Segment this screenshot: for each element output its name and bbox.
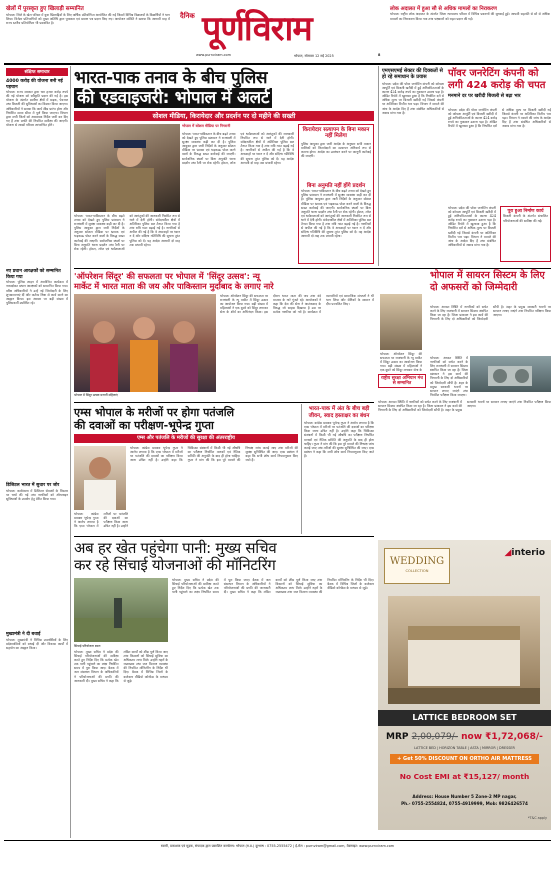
women-celebration-image	[74, 294, 216, 392]
brief-4-headline: मुख्यमंत्री ने दी बधाई	[6, 631, 41, 637]
masthead	[176, 10, 386, 60]
msme-body: भोपाल। प्रदेश की पॉवर जनरेटिंग कंपनी को कोयला आपूर्ति एवं बिजली खरीदी में हुई अनियमितताओं के कारण 424 करोड़ रुपये का नुकसान उठाना पड़ा है। ऑडिट रिपोर्ट में खुलासा हुआ है कि निर्धारित दरों से अधिक मूल्य पर बिजली खरीदी गई जिससे कंपनी पर अतिरिक्त वित्तीय भार पड़ा। विभाग ने मामले की जांच के आदेश दिए हैं तथा संबंधित अधिकारियों से जवाब मांगा गया है।	[382, 82, 444, 115]
police-officer-image	[74, 124, 180, 212]
top-right-headline: लोक अदालत में हुआ सौ से अधिक मामलों का निराकरण	[390, 6, 497, 12]
story3	[74, 406, 298, 432]
ad-address: Address: House Number 5 Zone-2 MP nagar,	[412, 794, 517, 799]
story2-top-rule	[74, 268, 551, 269]
bed-image	[388, 596, 540, 704]
story3-side	[304, 406, 374, 521]
story3-headline-1: एम्स भोपाल के मरीजों पर होगा पतंजलि	[74, 406, 235, 419]
story4-top-rule	[74, 536, 374, 537]
masthead-website[interactable]: www.purnviram.com	[196, 53, 231, 57]
story2-box	[378, 374, 426, 388]
top-divider	[4, 63, 551, 65]
story2-headline-1: 'ऑपरेशन सिंदूर' की सफलता पर भोपाल में 'सिंदूर उत्सव': न्यू	[74, 271, 260, 281]
lead-box2-title: बिना अनुमति नहीं होंगे प्रदर्शन	[306, 182, 366, 189]
brief-3-body: भोपाल। कार्यशाला में डिजिटल सेवाओं के विस्तार पर चर्चा की गई तथा नागरिकों को ऑनलाइन सुविधाओं के उपयोग हेतु प्रेरित किया गया।	[6, 488, 68, 502]
story3-side-headline: भारत-पाक में अंत के बीच बड़ी जीवन, स्वाद हस्ताक्षर का बंधन	[308, 406, 370, 419]
siren-body-lower: भोपाल। आपात स्थिति में नागरिकों को सचेत करने के लिए राजधानी में सायरन सिस्टम स्थापित किया जा रहा है। जिला प्रशासन ने इस कार्य की निगरानी के लिए दो अधिकारियों को जिम्मेदारी सौंपी है। शहर के प्रमुख सरकारी भवनों पर सायरन लगाए जाएंगे तथा नियमित परीक्षण किया जाएगा।	[378, 400, 551, 413]
lead-headline-1: भारत-पाक तनाव के बीच पुलिस	[74, 68, 268, 88]
page-number: 8	[378, 53, 381, 57]
power-box-body: बिजली कंपनी के अंतर्गत संचालित परियोजनाओं की समीक्षा की गई।	[503, 214, 548, 223]
lead-side	[182, 124, 240, 129]
power-subhead: मनमाने दर पर खरीदी बिजली से बढ़ा भार	[448, 94, 521, 99]
wedding-label: WEDDING	[389, 556, 445, 567]
story2-side-photo	[380, 294, 422, 350]
story3-headline-2: की दवाओं का परीक्षण-भूपेन्द्र गुप्ता	[74, 419, 214, 432]
lead-box-body: पुलिस आयुक्त द्वारा जारी आदेश के अनुसार सभी मकान मालिकों को किरायेदारों का सत्यापन अनिवार्य रूप से कराना होगा। आदेश का उल्लंघन करने पर कानूनी कार्रवाई की जाएगी।	[301, 141, 371, 159]
siren-body-cont: भोपाल। आपात स्थिति में नागरिकों को सचेत करने के लिए राजधानी में सायरन सिस्टम स्थापित किया जा रहा है। जिला प्रशासन ने इस कार्य की निगरानी के लिए दो अधिकारियों को जिम्मेदारी सौंपी है। शहर के प्रमुख सरकारी भवनों पर सायरन लगाए जाएंगे तथा नियमित परीक्षण किया जाएगा।	[430, 356, 468, 397]
footer-rule	[4, 840, 551, 841]
msme-story	[382, 68, 444, 232]
story2-box-title: राष्ट्रीय सुरक्षा अभियान मंच से सम्मानित	[381, 376, 423, 387]
brief-2-headline: नए प्रधान आरक्षकों को सम्मानित किया गया	[6, 269, 61, 280]
ad-phone[interactable]: Ph.- 0755-2554824, 0755-4919999, Mob: 9826426574	[401, 801, 528, 806]
lead-story	[74, 68, 374, 108]
top-right-story	[390, 6, 550, 50]
left-column	[6, 68, 68, 838]
top-right-body: भोपाल। राष्ट्रीय लोक अदालत के अंतर्गत जिला न्यायालय परिसर में विभिन्न प्रकरणों की सुनवाई हुई। आपसी सहमति से सौ से अधिक मामलों का निराकरण किया गया तथा पक्षकारों को राहत प्रदान की गई।	[390, 12, 550, 21]
briefs-header: संक्षिप्त समाचार	[6, 68, 68, 76]
interio-logo: ◢interio	[504, 548, 545, 558]
top-left-body: भोपाल। जिले के खेल परिसर में युवा खिलाड़ियों के लिए वार्षिक प्रतियोगिता आयोजित की गई जिसमें विभिन्न विद्यालयों के विद्यार्थियों ने भाग लिया। विजेता प्रतिभागियों को मुख्य अतिथि द्वारा पुरस्कार एवं प्रमाण पत्र प्रदान किए गए। आयोजन समिति ने बताया कि आगामी माह में राज्य स्तरीय प्रतियोगिता भी प्रस्तावित है।	[6, 13, 170, 26]
bhupendra-gupta-image	[74, 446, 126, 510]
story4-body-cont: भोपाल। मुख्य सचिव ने प्रदेश की सिंचाई परियोजनाओं की समीक्षा करते हुए निर्देश दिए कि प्रत्येक खेत तक पानी पहुंचाने का लक्ष्य निर्धारित समय में पूरा किया जाए। बैठक में जल संसाधन विभाग के अधिकारियों ने परियोजनाओं की प्रगति की जानकारी दी। मुख्य सचिव ने कहा कि लंबित कार्यों को शीघ्र पूर्ण किया जाए तथा किसानों को सिंचाई सुविधा का अधिकतम लाभ मिले। उन्होंने नहरों के रखरखाव तथा जल वितरण व्यवस्था की नियमित मॉनिटरिंग के निर्देश भी दिए। बैठक में विभिन्न जिलों के कलेक्टर वीडियो कॉन्फ्रेंस के माध्यम से जुड़े।	[74, 650, 168, 683]
story4	[74, 540, 374, 574]
bedroom-image	[388, 596, 540, 704]
story4-photo	[74, 578, 168, 642]
story2-body: भोपाल। ऑपरेशन सिंदूर की सफलता पर राजधानी के न्यू मार्केट में सिंदूर उत्सव का आयोजन किया गया। बड़ी संख्या में महिलाओं ने एक दूसरे को सिंदूर लगाकर सेना के शौर्य का अभिनंदन किया। इस दौरान भारत माता की जय तथा वंदे मातरम के नारे गूंजते रहे। आयोजकों ने कहा कि देश की सेना ने आतंकवाद के विरुद्ध जो साहस दिखाया है उस पर प्रत्येक नागरिक को गर्व है। कार्यक्रम में व्यापारियों एवं सामाजिक संगठनों ने भी भाग लिया और सैनिकों के सम्मान में दीप प्रज्वलित किए।	[220, 294, 374, 315]
masthead-title: पूर्णविराम	[202, 9, 312, 49]
siren-story	[430, 270, 551, 298]
lead-box2-body: भोपाल। भारत-पाकिस्तान के बीच बढ़ते तनाव को देखते हुए पुलिस प्रशासन ने राजधानी में सुरक्षा व्यवस्था कड़ी कर दी है। पुलिस आयुक्त द्वारा जारी निर्देशों के अनुसार सोशल मीडिया पर भ्रामक एवं भड़काऊ पोस्ट करने वालों के विरुद्ध सख्त कार्रवाई की जाएगी। सार्वजनिक स्थलों पर बिना अनुमति धरना प्रदर्शन तथा रैली पर रोक रहेगी। होटल, लॉज एवं धर्मशालाओं को आगंतुकों की जानकारी नियमित रूप से थाने में देनी होगी। संवेदनशील क्षेत्रों में अतिरिक्त पुलिस बल तैनात किया गया है तथा रात्रि गश्त बढ़ाई गई है। नागरिकों से अपील की गई है कि वे अफवाहों पर ध्यान न दें और संदिग्ध गतिविधि की सूचना तुरंत पुलिस को दें। यह आदेश आगामी दो माह तक प्रभावी रहेगा।	[301, 189, 371, 239]
story4-headline-2: कर रहे सिंचाई योजनाओं की मॉनिटरिंग	[74, 556, 276, 574]
story3-top-rule	[74, 402, 374, 403]
story2-caption: भोपाल में सिंदूर उत्सव मनातीं महिलाएं	[74, 393, 118, 397]
story3-side-body: भोपाल। कांग्रेस प्रवक्ता भूपेन्द्र गुप्ता ने आरोप लगाया है कि एम्स भोपाल में मरीजों पर पतंजलि की दवाओं का परीक्षण किया जाना उचित नहीं है। उन्होंने कहा कि चिकित्सा संस्थानों में किसी भी नई औषधि का परीक्षण निर्धारित मानकों एवं नैतिक समिति की अनुमति के बाद ही होना चाहिए। गुप्ता ने मांग की कि इस पूरे मामले की निष्पक्ष जांच कराई जाए तथा मरीजों की सुरक्षा सुनिश्चित की जाए। एम्स प्रबंधन ने कहा कि सभी शोध कार्य नियमानुसार किए जाते हैं।	[304, 421, 374, 458]
story2-photo	[74, 294, 216, 392]
masthead-label: दैनिक	[180, 12, 195, 20]
siren-headline: भोपाल में सायरन सिस्टम के लिए दो अफसरों को जिम्मेदारी	[430, 270, 545, 293]
story2	[74, 271, 374, 291]
irrigation-image	[74, 578, 168, 642]
top-left-headline: खेलों में पुरस्कृत हुए खिलाड़ी सम्मानित	[6, 6, 84, 12]
story4-caption: सिंचाई परियोजना स्थल	[74, 644, 101, 648]
left-column-rule	[70, 66, 71, 838]
story3-subhead: एम्स और पतंजलि के मरीजों की सुरक्षा की अंतरराष्ट्रीय	[137, 435, 235, 441]
story3-body: भोपाल। कांग्रेस प्रवक्ता भूपेन्द्र गुप्ता ने आरोप लगाया है कि एम्स भोपाल में मरीजों पर पतंजलि की दवाओं का परीक्षण किया जाना उचित नहीं है। उन्होंने कहा कि चिकित्सा संस्थानों में किसी भी नई औषधि का परीक्षण निर्धारित मानकों एवं नैतिक समिति की अनुमति के बाद ही होना चाहिए। गुप्ता ने मांग की कि इस पूरे मामले की निष्पक्ष जांच कराई जाए तथा मरीजों की सुरक्षा सुनिश्चित की जाए। एम्स प्रबंधन ने कहा कि सभी शोध कार्य नियमानुसार किए जाते हैं।	[130, 446, 298, 463]
wedding-badge	[384, 548, 450, 584]
story3-body-cont: भोपाल। कांग्रेस प्रवक्ता भूपेन्द्र गुप्ता ने आरोप लगाया है कि एम्स भोपाल में मरीजों पर पतंजलि की दवाओं का परीक्षण किया जाना उचित नहीं है। उन्होंने	[74, 512, 128, 529]
story3-subhead-bar	[74, 434, 298, 443]
power-box	[500, 206, 551, 262]
ad-offer: + Get 50% DISCOUNT ON ORTHO AIR MATTRESS	[390, 754, 539, 764]
story4-body: भोपाल। मुख्य सचिव ने प्रदेश की सिंचाई परियोजनाओं की समीक्षा करते हुए निर्देश दिए कि प्रत्येक खेत तक पानी पहुंचाने का लक्ष्य निर्धारित समय में पूरा किया जाए। बैठक में जल संसाधन विभाग के अधिकारियों ने परियोजनाओं की प्रगति की जानकारी दी। मुख्य सचिव ने कहा कि लंबित कार्यों को शीघ्र पूर्ण किया जाए तथा किसानों को सिंचाई सुविधा का अधिकतम लाभ मिले। उन्होंने नहरों के रखरखाव तथा जल वितरण व्यवस्था की नियमित मॉनिटरिंग के निर्देश भी दिए। बैठक में विभिन्न जिलों के कलेक्टर वीडियो कॉन्फ्रेंस के माध्यम से जुड़े।	[172, 578, 374, 595]
masthead-dateline: भोपाल, सोमवार 12 मई 2025	[294, 54, 334, 58]
interio-mark-icon: ◢	[504, 548, 512, 558]
brief-3-headline: डिजिटल भारत में सुधार पर जोर	[6, 483, 60, 489]
story2-headline-2: मार्केट में भारत माता की जय और पाकिस्तान मुर्दाबाद के लगाए नारे	[74, 281, 274, 291]
story2-side-body: भोपाल। ऑपरेशन सिंदूर की सफलता पर राजधानी के न्यू मार्केट में सिंदूर उत्सव का आयोजन किया गया। बड़ी संख्या में महिलाओं ने एक दूसरे को सिंदूर लगाकर सेना के	[380, 352, 422, 372]
ad-includes: LATTICE BED | HORIZON TABLE | ASTA | MIRROR | DRESSER	[414, 746, 515, 750]
lead-side-headline: भोपाल में सोशल मीडिया पर निगरानी	[182, 124, 231, 128]
siren-body: भोपाल। आपात स्थिति में नागरिकों को सचेत करने के लिए राजधानी में सायरन सिस्टम स्थापित किया जा रहा है। जिला प्रशासन ने इस कार्य की निगरानी के लिए दो अधिकारियों को जिम्मेदारी सौंपी है। शहर के प्रमुख सरकारी भवनों पर सायरन लगाए जाएंगे तथा नियमित परीक्षण किया जाएगा।	[430, 305, 551, 322]
ad-price-line: MRP 2,00,079/- now ₹1,72,068/-	[386, 732, 543, 742]
lead-box-title: किरायेदार सत्यापन के बिना मकान नहीं मिलेगा	[302, 127, 370, 140]
siren-image	[470, 356, 551, 392]
story3-photo	[74, 446, 126, 510]
lead-body-cont: भोपाल। भारत-पाकिस्तान के बीच बढ़ते तनाव को देखते हुए पुलिस प्रशासन ने राजधानी में सुरक्षा व्यवस्था कड़ी कर दी है। पुलिस आयुक्त द्वारा जारी निर्देशों के अनुसार सोशल मीडिया पर भ्रामक एवं भड़काऊ पोस्ट करने वालों के विरुद्ध सख्त कार्रवाई की जाएगी। सार्वजनिक स्थलों पर बिना अनुमति धरना प्रदर्शन तथा रैली पर रोक रहेगी। होटल, लॉज एवं धर्मशालाओं को आगंतुकों की जानकारी नियमित रूप से थाने में देनी होगी। संवेदनशील क्षेत्रों में अतिरिक्त पुलिस बल तैनात किया गया है तथा रात्रि गश्त बढ़ाई गई है। नागरिकों से अपील की गई है कि वे अफवाहों पर ध्यान न दें और संदिग्ध गतिविधि की सूचना तुरंत पुलिस को दें। यह आदेश आगामी दो माह तक प्रभावी रहेगा।	[74, 214, 180, 251]
brief-1-headline: 4000 करोड़ की योजना बनी नई पहचान	[6, 79, 63, 90]
power-box-title: पूरा हुआ निर्माण कार्य	[507, 209, 544, 214]
power-headline: पॉवर जनरेटिंग कंपनी को लगी 424 करोड़ की चपत	[448, 68, 546, 91]
wedding-sub-label: COLLECTION	[405, 569, 429, 573]
lead-headline-2: की एडवाइजरी: भोपाल में अलर्ट	[74, 88, 272, 108]
lead-subhead: सोशल मीडिया, किरायेदार और प्रदर्शन पर दो महीने की सख्ती	[152, 112, 296, 120]
story4-headline-1: अब हर खेत पहुंचेगा पानी: मुख्य सचिव	[74, 539, 277, 557]
siren-photo	[470, 356, 551, 392]
top-left-story	[6, 6, 170, 47]
ad-emi: No Cost EMI at ₹15,127/ month	[399, 772, 530, 781]
power-body: भोपाल। प्रदेश की पॉवर जनरेटिंग कंपनी को कोयला आपूर्ति एवं बिजली खरीदी में हुई अनियमितताओं के कारण 424 करोड़ रुपये का नुकसान उठाना पड़ा है। ऑडिट रिपोर्ट में खुलासा हुआ है कि निर्धारित दरों से अधिक मूल्य पर बिजली खरीदी गई जिससे कंपनी पर अतिरिक्त वित्तीय भार पड़ा। विभाग ने मामले की जांच के आदेश दिए हैं तथा संबंधित अधिकारियों से जवाब मांगा गया है।	[448, 108, 551, 129]
lead-subhead-bar	[74, 111, 374, 121]
brief-4-body: भोपाल। मुख्यमंत्री ने विभिन्न उपलब्धियों के लिए प्रदेशवासियों को बधाई दी और विकास कार्यों में सहयोग का आह्वान किया।	[6, 637, 68, 650]
lead-photo	[74, 124, 180, 212]
lead-body: भोपाल। भारत-पाकिस्तान के बीच बढ़ते तनाव को देखते हुए पुलिस प्रशासन ने राजधानी में सुरक्षा व्यवस्था कड़ी कर दी है। पुलिस आयुक्त द्वारा जारी निर्देशों के अनुसार सोशल मीडिया पर भ्रामक एवं भड़काऊ पोस्ट करने वालों के विरुद्ध सख्त कार्रवाई की जाएगी। सार्वजनिक स्थलों पर बिना अनुमति धरना प्रदर्शन तथा रैली पर रोक रहेगी। होटल, लॉज एवं धर्मशालाओं को आगंतुकों की जानकारी नियमित रूप से थाने में देनी होगी। संवेदनशील क्षेत्रों में अतिरिक्त पुलिस बल तैनात किया गया है तथा रात्रि गश्त बढ़ाई गई है। नागरिकों से अपील की गई है कि वे अफवाहों पर ध्यान न दें और संदिग्ध गतिविधि की सूचना तुरंत पुलिस को दें। यह आदेश आगामी दो माह तक प्रभावी रहेगा।	[182, 132, 294, 165]
msme-headline: एमएसएमई सेक्टर की दिक्कतों से हो रहे समाधान के प्रयास	[382, 68, 443, 80]
power-story	[448, 68, 551, 99]
interio-ad[interactable]	[378, 540, 551, 830]
power-body-cont: भोपाल। प्रदेश की पॉवर जनरेटिंग कंपनी को कोयला आपूर्ति एवं बिजली खरीदी में हुई अनियमितताओं के कारण 424 करोड़ रुपये का नुकसान उठाना पड़ा है। ऑडिट रिपोर्ट में खुलासा हुआ है कि निर्धारित दरों से अधिक मूल्य पर बिजली खरीदी गई जिससे कंपनी पर अतिरिक्त वित्तीय भार पड़ा। विभाग ने मामले की जांच के आदेश दिए हैं तथा संबंधित अधिकारियों से जवाब मांगा गया है।	[448, 206, 496, 247]
ad-tc: *T&C apply	[527, 816, 547, 820]
brief-1-body: भोपाल। राज्य सरकार द्वारा चार हजार करोड़ रुपये की नई योजना को स्वीकृति प्रदान की गई है। इस योजना के अंतर्गत ग्रामीण क्षेत्रों में सड़क, पेयजल तथा बिजली की सुविधाओं का विस्तार किया जाएगा। अधिकारियों ने बताया कि कार्य शीघ्र प्रारंभ होगा और निर्धारित समय सीमा में पूर्ण किया जाएगा। विभाग द्वारा सभी जिलों को आवश्यक निर्देश जारी कर दिए गए हैं तथा प्रगति की नियमित समीक्षा की जाएगी। योजना से लाखों परिवार लाभान्वित होंगे।	[6, 90, 68, 127]
imprint-line: स्वामी, प्रकाशक एवं मुद्रक, संपादक द्वारा प्रकाशित कार्यालय: भोपाल (म.प्र.) दूरभाष : 0755-2555472 | ई-मेल : purnviram@gmail.com, वेबसाइट: www.purnviram.com	[160, 844, 395, 848]
story3-side-rule	[301, 404, 302, 534]
brief-2-body: भोपाल। पुलिस लाइन में आयोजित कार्यक्रम में नवपदोन्नत प्रधान आरक्षकों को सम्मानित किया गया। वरिष्ठ अधिकारियों ने उन्हें नई जिम्मेदारी के लिए शुभकामनाएं दीं और कर्तव्य निष्ठा से कार्य करने का आह्वान किया। इस अवसर पर बड़ी संख्या में पुलिसकर्मी उपस्थित रहे।	[6, 280, 68, 305]
right-top-rule	[378, 66, 379, 266]
lead-box	[298, 124, 374, 264]
ad-product: LATTICE BEDROOM SET	[378, 710, 551, 726]
